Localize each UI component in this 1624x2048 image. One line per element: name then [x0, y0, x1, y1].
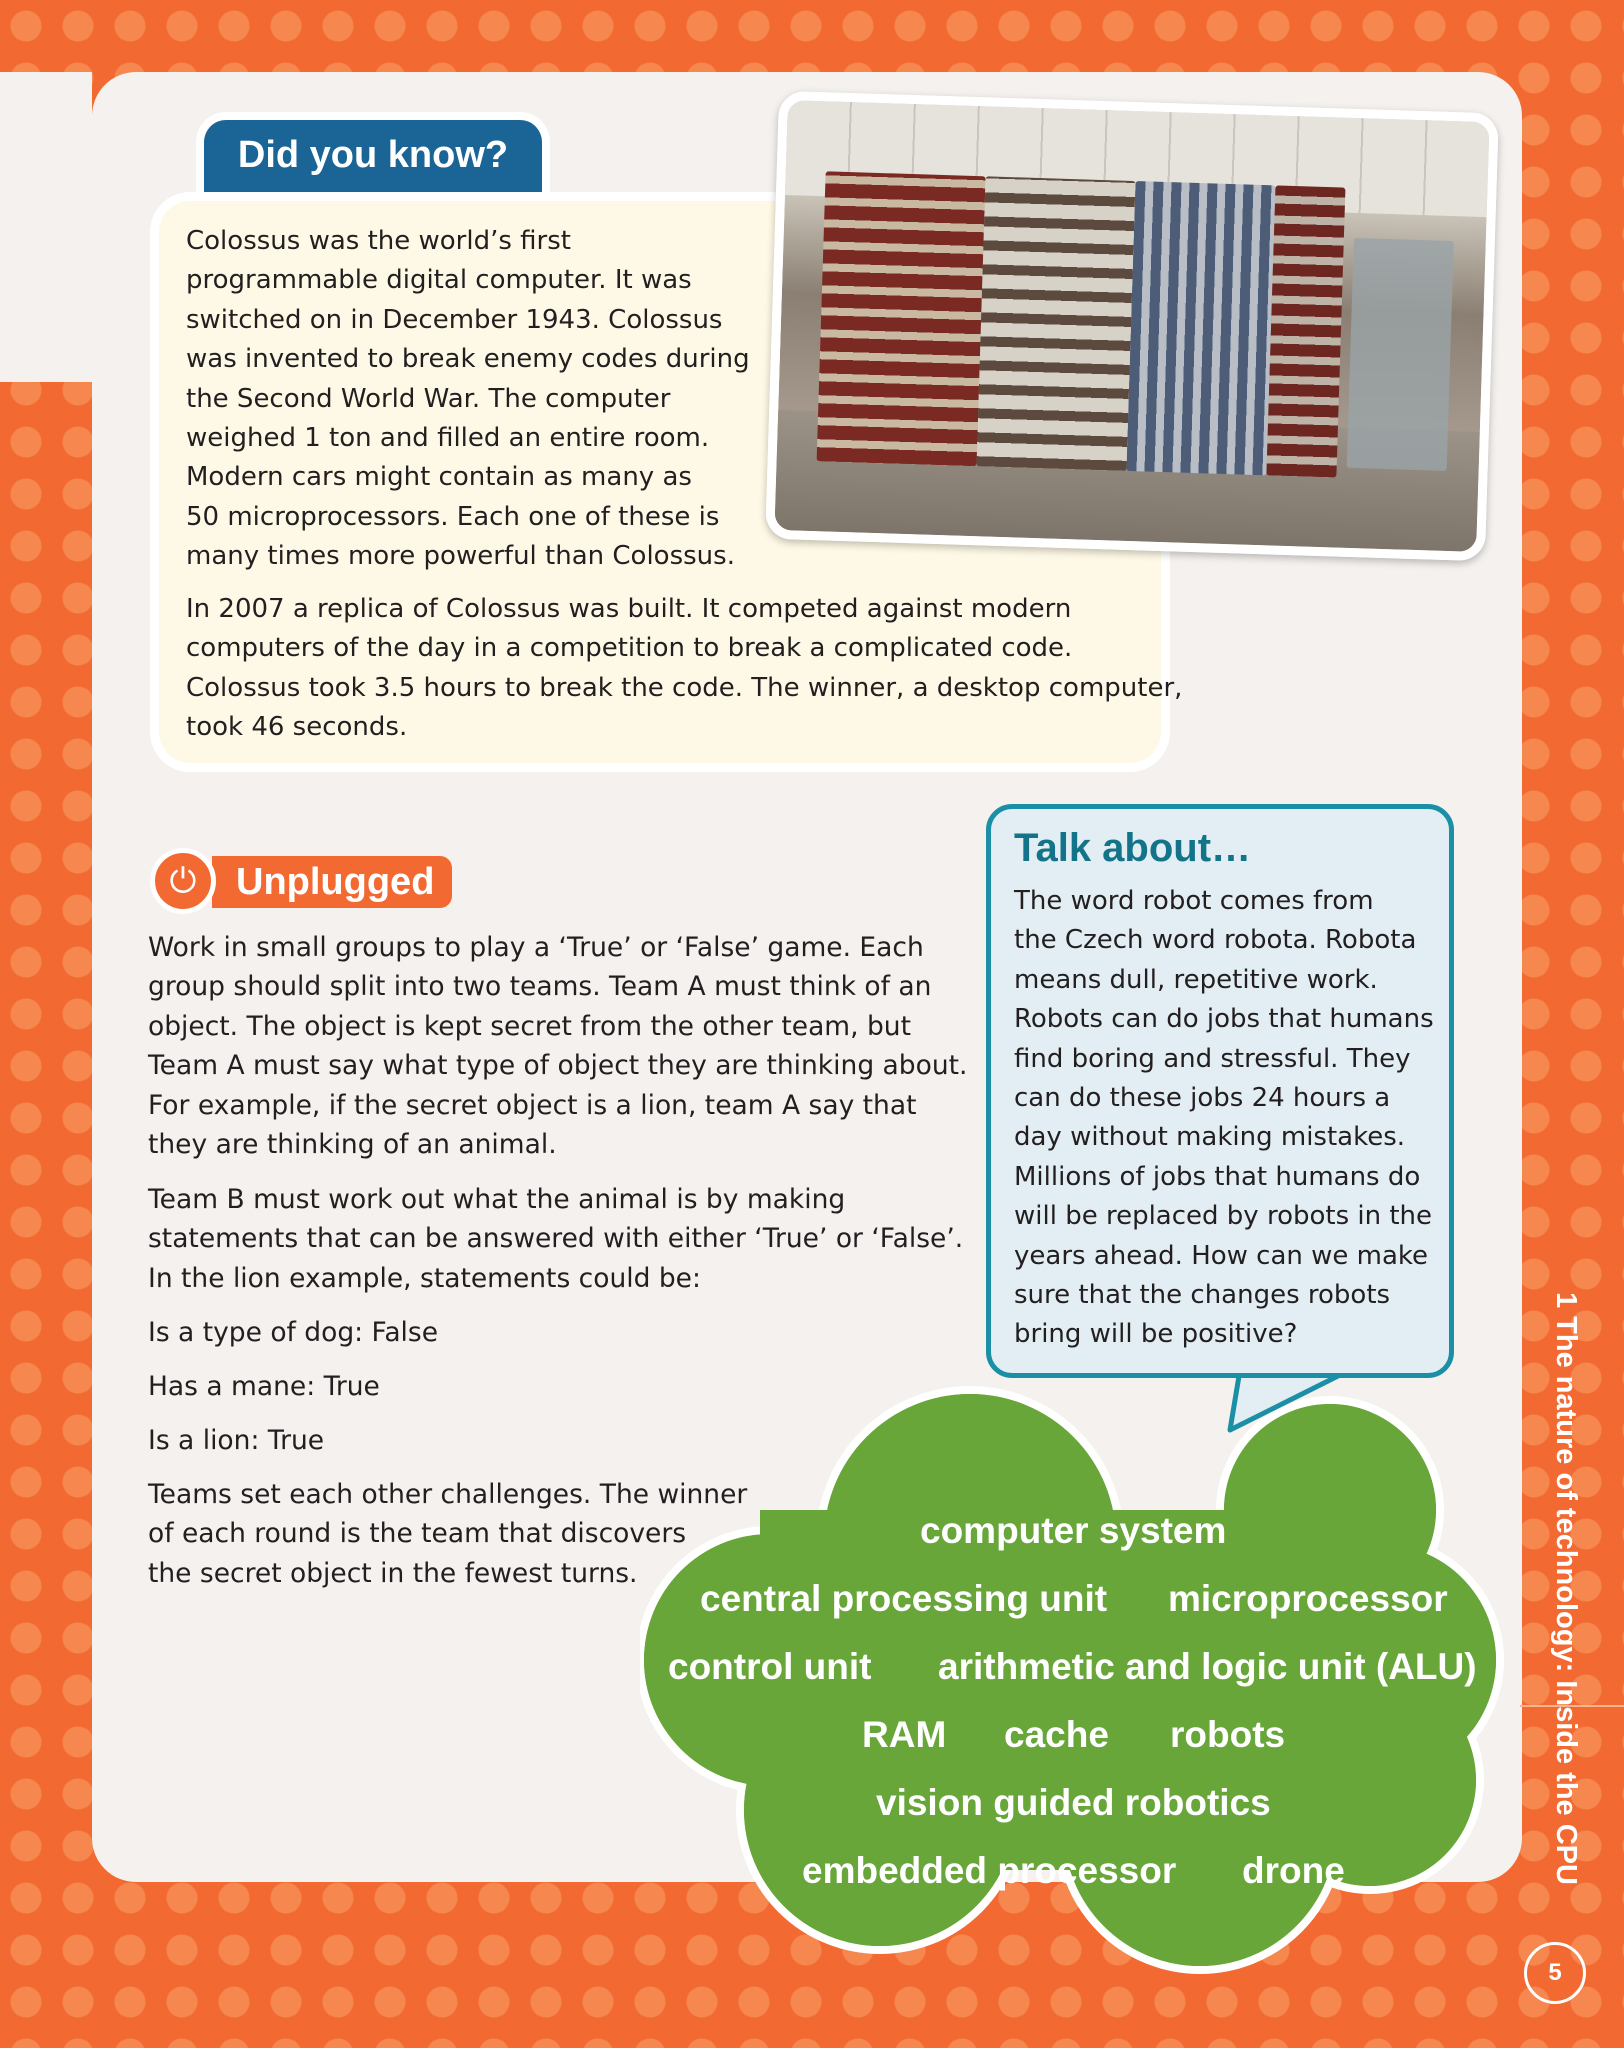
text-line: Robots can do jobs that humans: [1014, 1004, 1434, 1035]
text-line: statements that can be answered with either ‘True’ or ‘False’.: [148, 1223, 964, 1255]
statement-2: Has a mane: True: [148, 1371, 380, 1402]
chapter-side-title-text: 1 The nature of technology: Inside the CPU: [1550, 1292, 1582, 1885]
statement-1: Is a type of dog: False: [148, 1317, 439, 1348]
keyword-cache: cache: [1004, 1714, 1109, 1755]
text-line: switched on in December 1943. Colossus: [186, 304, 723, 335]
keyword-vision-guided-robotics: vision guided robotics: [876, 1782, 1271, 1823]
text-line: find boring and stressful. They: [1014, 1043, 1411, 1074]
text-line: In 2007 a replica of Colossus was built. It competed against modern: [186, 594, 1072, 624]
unplugged-paragraph-2: [148, 1180, 963, 1298]
colossus-photo: [765, 91, 1499, 561]
photo-rack: [817, 171, 986, 466]
did-you-know-paragraph-2: [186, 590, 1182, 748]
keyword-embedded-processor: embedded processor: [802, 1850, 1177, 1891]
keyword-microprocessor: microprocessor: [1168, 1578, 1448, 1619]
text-line: Team B must work out what the animal is by making: [148, 1184, 846, 1215]
text-line: the Second World War. The computer: [186, 383, 671, 414]
text-line: years ahead. How can we make: [1014, 1240, 1429, 1271]
text-line: object. The object is kept secret from the other team, but: [148, 1010, 911, 1042]
keyword-control-unit: control unit: [668, 1646, 872, 1687]
text-line: Modern cars might contain as many as: [186, 462, 692, 493]
text-line: Colossus took 3.5 hours to break the code. The winner, a desktop computer,: [186, 672, 1183, 703]
text-line: The word robot comes from: [1014, 886, 1374, 916]
text-line: weighed 1 ton and filled an entire room.: [186, 423, 710, 454]
text-line: the Czech word robota. Robota: [1014, 925, 1417, 956]
unplugged-paragraph-1: [148, 928, 967, 1164]
photo-rack: [1266, 185, 1345, 477]
text-line: 50 microprocessors. Each one of these is: [186, 501, 720, 532]
text-line: means dull, repetitive work.: [1014, 964, 1378, 995]
text-line: can do these jobs 24 hours a: [1014, 1083, 1391, 1114]
text-line: computers of the day in a competition to break a complicated code.: [186, 633, 1073, 664]
talk-about-text: [1014, 882, 1444, 1355]
photo-rack: [977, 176, 1136, 471]
text-line: Teams set each other challenges. The winner: [148, 1479, 748, 1510]
did-you-know-paragraph-1: [186, 222, 750, 577]
text-line: many times more powerful than Colossus.: [186, 541, 735, 572]
text-line: of each round is the team that discovers: [148, 1518, 687, 1550]
unplugged-title: Unplugged: [212, 856, 452, 908]
statement-3: Is a lion: True: [148, 1425, 325, 1456]
text-line: bring will be positive?: [1014, 1319, 1298, 1350]
keyword-drone: drone: [1242, 1850, 1345, 1891]
speech-bubble-tail: [1220, 1370, 1360, 1440]
keyword-central-processing-unit: central processing unit: [700, 1578, 1108, 1619]
text-line: In the lion example, statements could be:: [148, 1262, 701, 1294]
text-line: was invented to break enemy codes during: [186, 344, 750, 375]
text-line: took 46 seconds.: [186, 712, 408, 743]
text-line: Colossus was the world’s first: [186, 226, 571, 256]
text-line: sure that the changes robots: [1014, 1280, 1391, 1311]
text-line: day without making mistakes.: [1014, 1122, 1406, 1153]
keyword-robots: robots: [1170, 1714, 1286, 1755]
talk-about-title: Talk about…: [1014, 826, 1252, 870]
text-line: will be replaced by robots in the: [1014, 1201, 1433, 1232]
keyword-ram: RAM: [862, 1714, 947, 1755]
did-you-know-title: Did you know?: [196, 112, 550, 192]
text-line: For example, if the secret object is a lion, team A say that: [148, 1089, 917, 1121]
text-line: Team A must say what type of object they are thinking about.: [148, 1050, 968, 1082]
keyword-computer-system: computer system: [920, 1510, 1227, 1551]
page-number: 5: [1524, 1942, 1586, 2004]
keyword-alu: arithmetic and logic unit (ALU): [938, 1646, 1477, 1687]
text-line: group should split into two teams. Team A must think of an: [148, 971, 932, 1003]
page-panel-left-edge: [0, 72, 92, 382]
plug-icon: ⏻: [150, 848, 216, 914]
text-line: Millions of jobs that humans do: [1014, 1161, 1421, 1192]
text-line: they are thinking of an animal.: [148, 1129, 557, 1161]
text-line: Work in small groups to play a ‘True’ or ‘False’ game. Each: [148, 932, 924, 963]
photo-frame: [1347, 238, 1454, 471]
photo-rack: [1126, 181, 1275, 475]
text-line: programmable digital computer. It was: [186, 265, 692, 296]
text-line: the secret object in the fewest turns.: [148, 1557, 638, 1589]
